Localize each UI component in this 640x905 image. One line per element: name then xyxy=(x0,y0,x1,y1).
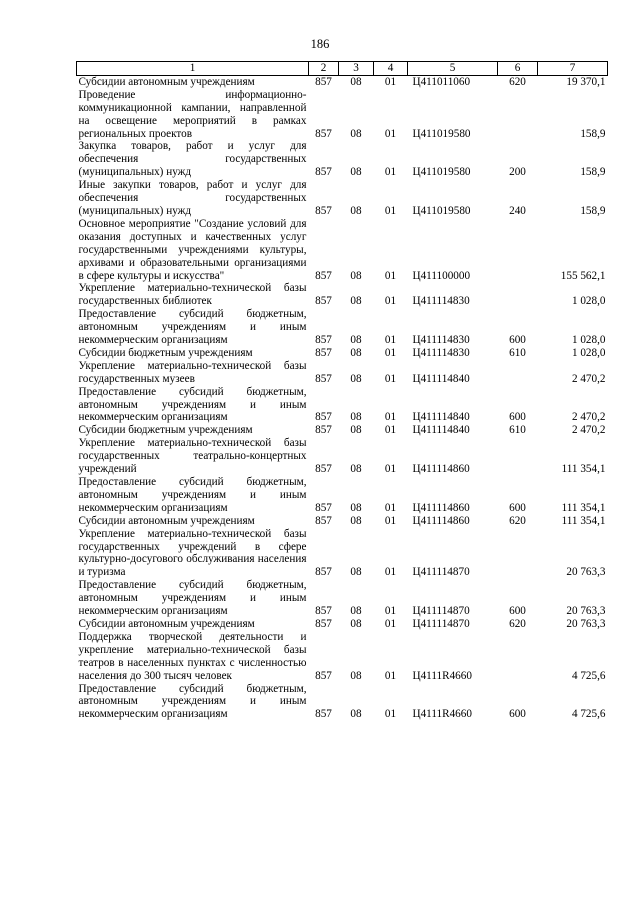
row-name-cell: Предоставление субсидий бюджетным, автономным учреждениям и иным некоммерческим организациям xyxy=(78,308,307,347)
row-target-article: Ц411114840 xyxy=(412,372,470,385)
row-expense-type: 610 xyxy=(509,424,526,437)
row-name-cell: Укрепление материально-технической базы государственных библиотек xyxy=(78,282,307,308)
row-amount: 4 725,6 xyxy=(571,669,606,682)
row-section-code: 08 xyxy=(350,669,362,682)
row-amount: 19 370,1 xyxy=(566,75,606,88)
budget-table xyxy=(76,61,608,721)
row-ministry-code: 857 xyxy=(315,204,332,217)
row-section-code: 08 xyxy=(350,514,362,527)
row-ministry-code: 857 xyxy=(315,463,332,476)
row-subsection-code: 01 xyxy=(384,424,397,437)
row-target-article: Ц411114830 xyxy=(412,334,470,347)
table-row xyxy=(77,308,608,347)
row-name-cell: Укрепление материально-технической базы государственных театрально-концертных учреждений xyxy=(78,437,307,476)
row-amount: 111 354,1 xyxy=(561,501,606,514)
row-target-article: Ц411114860 xyxy=(412,501,470,514)
row-amount: 2 470,2 xyxy=(571,411,606,424)
row-name-cell: Предоставление субсидий бюджетным, автономным учреждениям и иным некоммерческим организациям xyxy=(78,476,307,514)
row-section-code: 08 xyxy=(350,501,362,514)
row-target-article: Ц411114870 xyxy=(412,617,470,630)
header-cell-5: 5 xyxy=(408,62,498,76)
row-amount: 4 725,6 xyxy=(571,708,606,721)
table-row xyxy=(77,618,608,631)
row-amount: 158,9 xyxy=(580,127,606,140)
row-ministry-code: 857 xyxy=(315,514,332,527)
row-target-article: Ц411011060 xyxy=(412,75,471,88)
row-ministry-code: 857 xyxy=(315,605,332,618)
table-row xyxy=(77,683,608,722)
row-ministry-code: 857 xyxy=(315,372,332,385)
row-expense-type: 620 xyxy=(509,514,526,527)
row-name-cell: Субсидии бюджетным учреждениям xyxy=(78,346,253,359)
row-ministry-code: 857 xyxy=(315,334,332,347)
row-expense-type: 600 xyxy=(509,708,526,721)
row-name-cell: Основное мероприятие "Создание условий для оказания доступных и качественных услуг государственными учреждениями культуры, архивами и образовательными организациями в сфере культуры и искусства" xyxy=(78,217,307,282)
row-subsection-code: 01 xyxy=(384,372,397,385)
row-amount: 158,9 xyxy=(580,166,606,179)
row-name-cell: Предоставление субсидий бюджетным, автономным учреждениям и иным некоммерческим организациям xyxy=(78,682,307,721)
table-row xyxy=(77,476,608,515)
table-row xyxy=(77,424,608,437)
row-section-code: 08 xyxy=(350,127,362,140)
row-expense-type: 620 xyxy=(509,75,526,88)
row-name-cell: Иные закупки товаров, работ и услуг для обеспечения государственных (муниципальных) нужд xyxy=(78,179,307,217)
row-section-code: 08 xyxy=(350,295,362,308)
row-amount: 111 354,1 xyxy=(561,514,606,527)
row-subsection-code: 01 xyxy=(384,204,397,217)
row-expense-type xyxy=(498,631,538,683)
table-row xyxy=(77,528,608,580)
row-ministry-code: 857 xyxy=(315,424,332,437)
row-amount: 1 028,0 xyxy=(571,334,606,347)
table-row xyxy=(77,386,608,425)
row-target-article: Ц411114840 xyxy=(412,424,470,437)
row-subsection-code: 01 xyxy=(384,334,397,347)
row-ministry-code: 857 xyxy=(315,566,332,579)
row-target-article: Ц411114830 xyxy=(412,295,470,308)
row-target-article: Ц411114830 xyxy=(412,346,470,359)
table-row xyxy=(77,631,608,683)
row-expense-type xyxy=(498,437,538,476)
row-target-article: Ц411114870 xyxy=(412,605,470,618)
row-name-cell: Субсидии автономным учреждениям xyxy=(78,75,255,88)
row-target-article: Ц411114860 xyxy=(412,514,470,527)
row-target-article: Ц411114840 xyxy=(412,411,470,424)
row-expense-type: 610 xyxy=(509,346,526,359)
row-name-cell: Поддержка творческой деятельности и укрепление материально-технической базы театров в населенных пунктах с численностью населения до 300 тысяч человек xyxy=(78,630,307,682)
row-ministry-code: 857 xyxy=(315,501,332,514)
row-subsection-code: 01 xyxy=(384,605,397,618)
table-row xyxy=(77,282,608,308)
table-row xyxy=(77,140,608,179)
header-cell-1: 1 xyxy=(77,62,309,76)
row-name-cell: Субсидии автономным учреждениям xyxy=(78,514,255,527)
row-amount: 155 562,1 xyxy=(560,269,606,282)
row-expense-type: 600 xyxy=(509,411,526,424)
row-section-code: 08 xyxy=(350,411,362,424)
row-section-code: 08 xyxy=(350,424,362,437)
row-subsection-code: 01 xyxy=(384,669,397,682)
row-expense-type xyxy=(498,528,538,580)
table-body xyxy=(77,75,608,721)
row-amount: 158,9 xyxy=(580,204,606,217)
row-section-code: 08 xyxy=(350,617,362,630)
row-expense-type xyxy=(498,218,538,283)
row-expense-type: 600 xyxy=(509,501,526,514)
row-target-article: Ц4111R4660 xyxy=(412,708,472,721)
row-amount: 20 763,3 xyxy=(566,605,606,618)
row-name-cell: Закупка товаров, работ и услуг для обеспечения государственных (муниципальных) нужд xyxy=(78,140,307,179)
row-amount: 2 470,2 xyxy=(571,372,606,385)
row-section-code: 08 xyxy=(350,463,362,476)
row-ministry-code: 857 xyxy=(315,346,332,359)
row-amount: 111 354,1 xyxy=(561,463,606,476)
table-row xyxy=(77,89,608,141)
header-row xyxy=(77,62,608,76)
row-name-cell: Проведение информационно-коммуникационной кампании, направленной на освещение мероприятий в рамках региональных проектов xyxy=(78,88,307,140)
row-expense-type xyxy=(498,360,538,386)
row-section-code: 08 xyxy=(350,269,362,282)
row-section-code: 08 xyxy=(350,708,362,721)
row-expense-type: 620 xyxy=(509,617,526,630)
row-target-article: Ц411019580 xyxy=(412,127,471,140)
row-amount: 1 028,0 xyxy=(571,346,606,359)
row-amount: 20 763,3 xyxy=(566,566,606,579)
row-subsection-code: 01 xyxy=(384,127,397,140)
table-row xyxy=(77,347,608,360)
row-target-article: Ц411019580 xyxy=(412,166,471,179)
row-ministry-code: 857 xyxy=(315,295,332,308)
row-subsection-code: 01 xyxy=(384,346,397,359)
row-target-article: Ц411019580 xyxy=(412,204,471,217)
header-cell-3: 3 xyxy=(339,62,374,76)
row-ministry-code: 857 xyxy=(315,708,332,721)
table-row xyxy=(77,75,608,88)
row-ministry-code: 857 xyxy=(315,411,332,424)
row-section-code: 08 xyxy=(350,166,362,179)
table-row xyxy=(77,515,608,528)
row-subsection-code: 01 xyxy=(384,501,397,514)
row-ministry-code: 857 xyxy=(315,269,332,282)
row-name-cell: Субсидии автономным учреждениям xyxy=(78,617,255,630)
row-amount: 1 028,0 xyxy=(571,295,606,308)
row-name-cell: Укрепление материально-технической базы государственных учреждений в сфере культурно-досугового обслуживания населения и туризма xyxy=(78,527,307,579)
row-expense-type: 200 xyxy=(509,166,526,179)
row-subsection-code: 01 xyxy=(384,708,397,721)
row-section-code: 08 xyxy=(350,372,362,385)
row-subsection-code: 01 xyxy=(384,166,397,179)
row-subsection-code: 01 xyxy=(384,411,397,424)
row-ministry-code: 857 xyxy=(315,75,332,88)
row-subsection-code: 01 xyxy=(384,566,397,579)
row-subsection-code: 01 xyxy=(384,269,397,282)
table-row xyxy=(77,437,608,476)
row-ministry-code: 857 xyxy=(315,617,332,630)
row-ministry-code: 857 xyxy=(315,127,332,140)
row-expense-type: 600 xyxy=(509,605,526,618)
row-target-article: Ц411114860 xyxy=(412,463,470,476)
table-row xyxy=(77,218,608,283)
page-number: 186 xyxy=(310,37,330,51)
header-cell-7: 7 xyxy=(538,62,608,76)
row-expense-type: 600 xyxy=(509,334,526,347)
table-row xyxy=(77,360,608,386)
row-ministry-code: 857 xyxy=(315,166,332,179)
row-amount: 20 763,3 xyxy=(566,617,606,630)
row-name-cell: Укрепление материально-технической базы государственных музеев xyxy=(78,359,307,385)
row-subsection-code: 01 xyxy=(384,75,397,88)
row-ministry-code: 857 xyxy=(315,669,332,682)
row-subsection-code: 01 xyxy=(384,295,397,308)
row-target-article: Ц411114870 xyxy=(412,566,470,579)
row-section-code: 08 xyxy=(350,75,362,88)
row-amount: 2 470,2 xyxy=(571,424,606,437)
header-cell-6: 6 xyxy=(498,62,538,76)
row-subsection-code: 01 xyxy=(384,514,397,527)
row-section-code: 08 xyxy=(350,346,362,359)
header-cell-2: 2 xyxy=(309,62,339,76)
row-expense-type xyxy=(498,89,538,141)
row-name-cell: Субсидии бюджетным учреждениям xyxy=(78,424,253,437)
row-target-article: Ц411100000 xyxy=(412,269,471,282)
row-section-code: 08 xyxy=(350,566,362,579)
header-cell-4: 4 xyxy=(374,62,408,76)
row-name-cell: Предоставление субсидий бюджетным, автономным учреждениям и иным некоммерческим организациям xyxy=(78,385,307,424)
row-target-article: Ц4111R4660 xyxy=(412,669,472,682)
row-subsection-code: 01 xyxy=(384,617,397,630)
row-section-code: 08 xyxy=(350,204,362,217)
row-section-code: 08 xyxy=(350,605,362,618)
row-expense-type: 240 xyxy=(509,204,526,217)
row-expense-type xyxy=(498,282,538,308)
table-row xyxy=(77,579,608,618)
table-row xyxy=(77,179,608,218)
row-section-code: 08 xyxy=(350,334,362,347)
row-name-cell: Предоставление субсидий бюджетным, автономным учреждениям и иным некоммерческим организациям xyxy=(78,579,307,618)
row-subsection-code: 01 xyxy=(384,463,397,476)
